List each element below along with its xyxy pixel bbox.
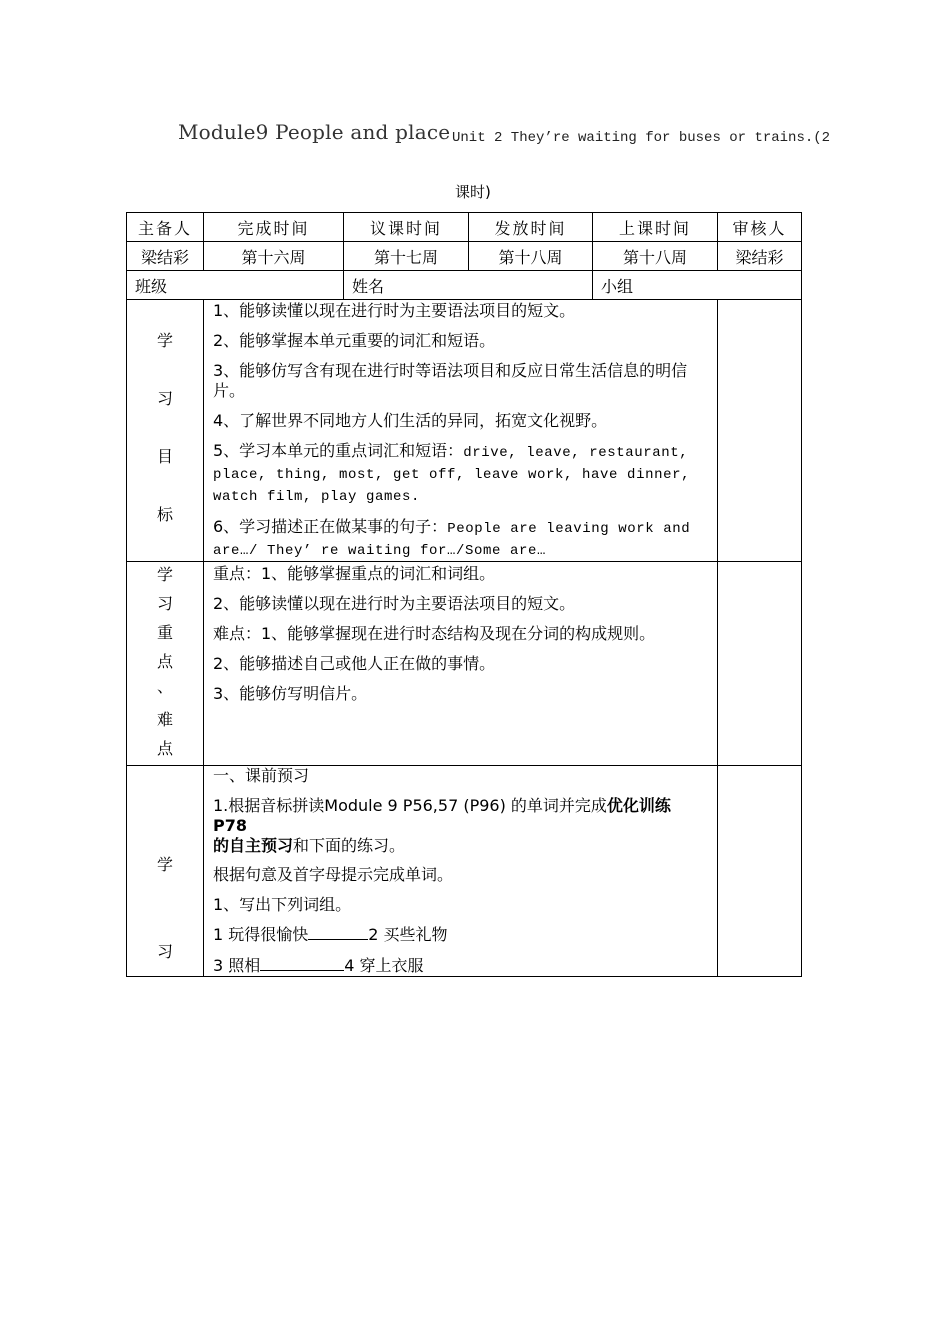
phrase-prompt: 4 穿上衣服	[344, 956, 424, 975]
label-char: 点	[156, 739, 173, 758]
header-cell: 审核人	[718, 213, 802, 242]
class-field[interactable]: 班级	[127, 271, 344, 300]
keypoints-notes	[718, 562, 802, 766]
info-cell: 梁结彩	[127, 242, 204, 271]
keypoint-item: 难点：1、能够掌握现在进行时态结构及现在分词的构成规则。	[213, 624, 656, 643]
phrase-line	[213, 956, 709, 976]
keypoint-item: 重点：1、能够掌握重点的词汇和词组。	[213, 564, 496, 583]
phrase-line	[213, 925, 709, 945]
study-notes	[718, 766, 802, 977]
lesson-plan-table	[126, 212, 802, 977]
instruction-bold: 优化训练	[606, 796, 671, 815]
info-cell: 第十八周	[593, 242, 718, 271]
student-info-row	[127, 271, 802, 300]
objective-prefix: 5、学习本单元的重点词汇和短语：	[213, 441, 464, 460]
objective-sentences: People are leaving work and are…/ They’ re waiting for…/Some are…	[213, 521, 691, 559]
study-row	[127, 766, 802, 977]
objective-item: 3、能够仿写含有现在进行时等语法项目和反应日常生活信息的明信片。	[213, 361, 688, 400]
label-char: 、	[156, 677, 173, 696]
label-char: 点	[156, 652, 173, 671]
instruction-bold-page: P78	[213, 816, 247, 835]
keypoint-item: 3、能够仿写明信片。	[213, 684, 368, 703]
label-char: 习	[156, 389, 173, 408]
label-char: 习	[156, 594, 173, 613]
keypoint-item: 2、能够描述自己或他人正在做的事情。	[213, 654, 496, 673]
objective-item-6	[213, 517, 709, 561]
study-content	[204, 766, 718, 977]
header-cell: 主备人	[127, 213, 204, 242]
study-heading: 一、课前预习	[213, 766, 310, 785]
instruction-bold: 的自主预习	[213, 836, 294, 855]
unit-title: Unit 2 They’re waiting for buses or trains.(2	[452, 130, 831, 146]
header-cell: 上课时间	[593, 213, 718, 242]
study-instruction: 1、写出下列词组。	[213, 895, 352, 914]
objectives-notes	[718, 300, 802, 562]
label-char: 学	[156, 331, 173, 350]
answer-blank[interactable]	[260, 956, 344, 971]
info-cell: 第十六周	[204, 242, 344, 271]
objective-item: 4、了解世界不同地方人们生活的异同，拓宽文化视野。	[213, 411, 608, 430]
label-char: 目	[156, 447, 173, 466]
objective-item: 1、能够读懂以现在进行时为主要语法项目的短文。	[213, 301, 576, 320]
answer-blank[interactable]	[308, 925, 368, 940]
name-field[interactable]: 姓名	[344, 271, 593, 300]
keypoints-label	[127, 562, 204, 766]
phrase-prompt: 1 玩得很愉快	[213, 925, 309, 944]
label-char: 学	[156, 855, 173, 874]
info-cell: 第十七周	[344, 242, 469, 271]
keypoints-content	[204, 562, 718, 766]
objectives-label	[127, 300, 204, 562]
label-char: 标	[156, 505, 173, 524]
label-char: 难	[156, 710, 173, 729]
study-instruction: 根据句意及首字母提示完成单词。	[213, 865, 454, 884]
group-field[interactable]: 小组	[593, 271, 802, 300]
study-instruction	[213, 796, 709, 856]
info-cell: 梁结彩	[718, 242, 802, 271]
objective-item: 2、能够掌握本单元重要的词汇和短语。	[213, 331, 496, 350]
label-char: 重	[156, 623, 173, 642]
phrase-prompt: 2 买些礼物	[368, 925, 448, 944]
keypoint-item: 2、能够读懂以现在进行时为主要语法项目的短文。	[213, 594, 576, 613]
instruction-text: 和下面的练习。	[293, 836, 406, 855]
module-title: Module9 People and place	[178, 120, 451, 144]
keypoints-row	[127, 562, 802, 766]
label-char: 学	[156, 565, 173, 584]
objective-item-5	[213, 441, 709, 507]
label-char: 习	[156, 942, 173, 961]
phrase-prompt: 3 照相	[213, 956, 261, 975]
instruction-text: 1.根据音标拼读Module 9 P56,57 (P96) 的单词并完成	[213, 796, 607, 815]
unit-title-continued: 课时)	[455, 183, 491, 201]
objectives-content	[204, 300, 718, 562]
info-row	[127, 242, 802, 271]
objective-prefix: 6、学习描述正在做某事的句子：	[213, 517, 448, 536]
header-cell: 发放时间	[469, 213, 593, 242]
header-cell: 议课时间	[344, 213, 469, 242]
header-row	[127, 213, 802, 242]
objective-words: drive, leave, restaurant, place, thing, most, get off, leave work, have dinner, watch film, play games.	[213, 445, 691, 505]
info-cell: 第十八周	[469, 242, 593, 271]
objectives-row	[127, 300, 802, 562]
study-label	[127, 766, 204, 977]
header-cell: 完成时间	[204, 213, 344, 242]
